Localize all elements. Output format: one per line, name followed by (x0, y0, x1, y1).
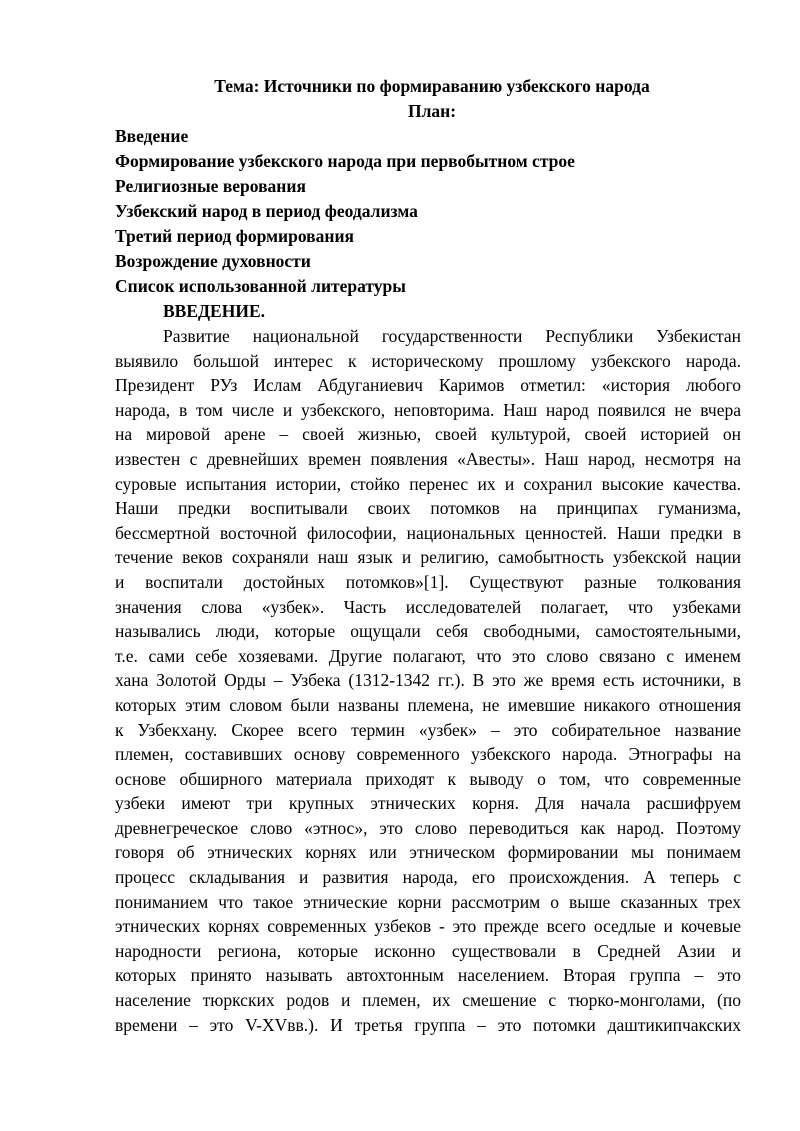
body-line: пониманием что такое этнические корни рассмотрим о выше сказанных трех (115, 891, 741, 912)
intro-heading: ВВЕДЕНИЕ. (163, 301, 266, 321)
plan-item-introduction: Введение (115, 126, 189, 146)
body-line: которых принято называть автохтонным населением. Вторая группа – это (115, 965, 741, 986)
body-line: говоря об этнических корнях или этническом формировании мы понимаем (115, 842, 741, 863)
body-line: этнических корнях современных узбеков - это прежде всего оседлые и кочевые (115, 916, 741, 937)
body-line: Развитие национальной государственности Республики Узбекистан (163, 326, 741, 346)
document-page (115, 74, 741, 1037)
plan-item-spiritual-revival: Возрождение духовности (115, 251, 311, 271)
body-line: Президент РУз Ислам Абдуганиевич Каримов отметил: «история любого (115, 375, 741, 396)
body-line: древнегреческое слово «этнос», это слово переводиться как народ. Поэтому (115, 817, 741, 838)
body-line: народности региона, которые исконно существовали в Средней Азии и (115, 940, 741, 961)
body-line: племен, составивших основу современного узбекского народа. Этнографы на (115, 744, 741, 765)
body-line: население тюркских родов и племен, их смешение с тюрко-монголами, (по (115, 990, 741, 1011)
body-line: и воспитали достойных потомков»[1]. Существуют разные толкования (115, 571, 741, 592)
body-line: основе обширного материала приходят к выводу о том, что современные (115, 768, 741, 789)
body-line: т.е. сами себе хозяевами. Другие полагают, что это слово связано с именем (115, 645, 741, 666)
plan-item-third-period: Третий период формирования (115, 226, 354, 246)
plan-item-feudalism: Узбекский народ в период феодализма (115, 201, 418, 221)
body-line: узбеки имеют три крупных этнических корня. Для начала расшифруем (115, 793, 741, 814)
body-line: процесс складывания и развития народа, его происхождения. А теперь с (115, 867, 741, 888)
body-line: выявило большой интерес к историческому прошлому узбекского народа. (115, 350, 741, 371)
body-line: суровые испытания истории, стойко перенес их и сохранил высокие качества. (115, 473, 741, 494)
body-line: течение веков сохраняли наш язык и религию, самобытность узбекской нации (115, 547, 741, 568)
document-title: Тема: Источники по формираванию узбекского народа (214, 76, 650, 96)
body-line: к Узбекхану. Скорее всего термин «узбек» – это собирательное название (115, 719, 741, 740)
plan-item-references: Список использованной литературы (115, 276, 406, 296)
plan-list (115, 124, 741, 299)
body-line: времени – это V-XVвв.). И третья группа – это потомки даштикипчакских (115, 1014, 741, 1035)
body-line: Наши предки воспитывали своих потомков на принципах гуманизма, (115, 498, 741, 519)
plan-item-religious-beliefs: Религиозные верования (115, 176, 306, 196)
body-line: которых этим словом были названы племена, не имевшие никакого отношения (115, 694, 741, 715)
body-line: народа, в том числе и узбекского, неповторима. Наш народ появился не вчера (115, 399, 741, 420)
body-line: на мировой арене – своей жизнью, своей культурой, своей историей он (115, 424, 741, 445)
body-line: бессмертной восточной философии, национальных ценностей. Наши предки в (115, 522, 741, 543)
body-line: значения слова «узбек». Часть исследователей полагает, что узбеками (115, 596, 741, 617)
body-line: назывались люди, которые ощущали себя свободными, самостоятельными, (115, 621, 741, 642)
plan-heading: План: (407, 101, 457, 121)
body-paragraph (115, 324, 741, 1037)
body-line: известен с древнейших времен появления «Авесты». Наш народ, несмотря на (115, 448, 741, 469)
plan-item-primitive-formation: Формирование узбекского народа при первобытном строе (115, 151, 575, 171)
body-line: хана Золотой Орды – Узбека (1312-1342 гг.). В это же время есть источники, в (115, 670, 741, 691)
